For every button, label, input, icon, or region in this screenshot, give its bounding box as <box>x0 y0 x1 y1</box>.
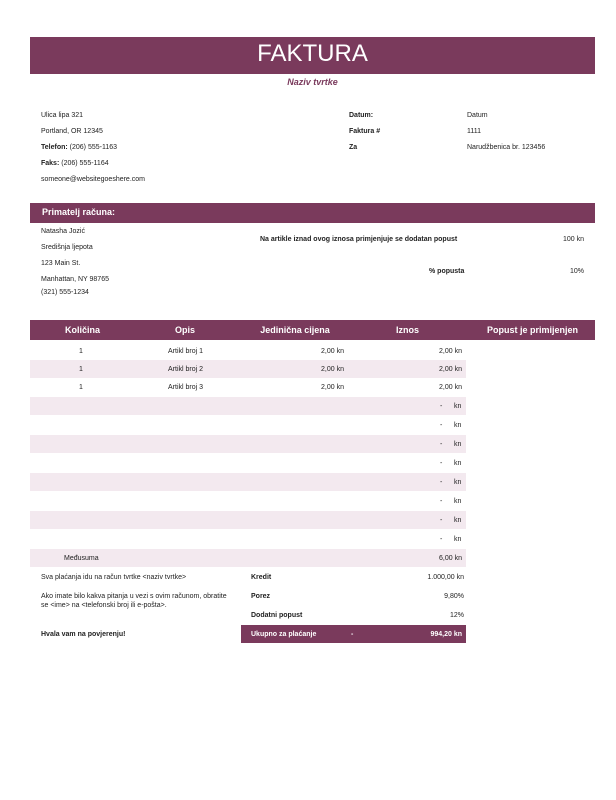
phone-label: Telefon: <box>41 144 68 151</box>
tax-value: 9,80% <box>444 593 464 600</box>
for-label: Za <box>349 144 358 151</box>
row-description: Artikl broj 3 <box>168 384 204 391</box>
sender-phone <box>41 143 117 152</box>
discount-percent-label: % popusta <box>429 268 465 275</box>
col-header-unit-price: Jedinična cijena <box>260 325 330 335</box>
empty-dash: - <box>440 460 443 467</box>
row-qty: 1 <box>79 384 83 391</box>
empty-unit: kn <box>454 460 462 467</box>
row-amount: 2,00 kn <box>439 348 462 355</box>
empty-unit: kn <box>454 479 462 486</box>
row-description: Artikl broj 1 <box>168 348 204 355</box>
company-name: Naziv tvrtke <box>287 77 338 87</box>
title-banner <box>30 37 595 74</box>
total-label: Ukupno za plaćanje <box>251 631 317 638</box>
table-row <box>30 360 466 378</box>
for-value: Narudžbenica br. 123456 <box>467 144 546 151</box>
empty-dash: - <box>440 403 443 410</box>
empty-unit: kn <box>454 536 462 543</box>
discount-percent-value: 10% <box>569 268 584 275</box>
empty-row <box>30 530 466 548</box>
row-unit-price: 2,00 kn <box>321 366 344 373</box>
table-row <box>30 378 466 396</box>
col-header-quantity: Količina <box>64 325 100 335</box>
recipient-phone: (321) 555-1234 <box>41 289 89 296</box>
table-row <box>30 342 466 360</box>
sender-city: Portland, OR 12345 <box>41 128 103 135</box>
empty-unit: kn <box>454 517 462 524</box>
phone-value: (206) 555-1163 <box>69 144 118 151</box>
total-banner <box>241 625 466 643</box>
empty-row <box>30 511 466 529</box>
invoice-title: FAKTURA <box>257 40 368 67</box>
empty-row <box>30 454 466 472</box>
fax-label: Faks: <box>41 160 60 167</box>
discount-threshold-value: 100 kn <box>562 236 584 243</box>
sender-street: Ulica lipa 321 <box>41 112 84 119</box>
empty-row <box>30 416 466 434</box>
row-amount: 2,00 kn <box>439 366 462 373</box>
invoice-number-label: Faktura # <box>349 128 381 135</box>
invoice-number-value: 1111 <box>467 128 482 135</box>
table-header <box>30 320 595 340</box>
total-dash: - <box>351 631 354 638</box>
recipient-company: Središnja ljepota <box>41 244 93 251</box>
recipient-street: 123 Main St. <box>41 260 81 267</box>
empty-dash: - <box>440 536 443 543</box>
empty-row <box>30 435 466 453</box>
empty-row <box>30 473 466 491</box>
subtotal-value: 6,00 kn <box>439 555 462 562</box>
questions-line-2: se <ime> na <telefonski broj ili e-pošta>. <box>41 602 167 609</box>
recipient-section-title: Primatelj računa: <box>42 207 116 217</box>
row-qty: 1 <box>79 366 83 373</box>
empty-dash: - <box>440 498 443 505</box>
thanks-note: Hvala vam na povjerenju! <box>41 631 126 638</box>
row-unit-price: 2,00 kn <box>321 348 344 355</box>
fax-value: (206) 555-1164 <box>61 160 109 167</box>
sender-email: someone@websitegoeshere.com <box>41 176 145 183</box>
date-label: Datum: <box>349 112 374 119</box>
empty-dash: - <box>440 441 443 448</box>
extra-discount-label: Dodatni popust <box>251 612 303 619</box>
col-header-discount-applied: Popust je primijenjen <box>486 325 578 335</box>
empty-row <box>30 492 466 510</box>
empty-unit: kn <box>454 441 462 448</box>
subtotal-row <box>30 549 466 567</box>
row-qty: 1 <box>79 348 83 355</box>
empty-dash: - <box>440 479 443 486</box>
credit-label: Kredit <box>251 574 272 581</box>
total-value: 994,20 kn <box>430 631 462 638</box>
date-value: Datum <box>467 112 488 119</box>
col-header-description: Opis <box>174 325 195 335</box>
questions-line-1: Ako imate bilo kakva pitanja u vezi s ovim računom, obratite <box>41 593 227 600</box>
subtotal-label: Međusuma <box>64 555 99 562</box>
row-amount: 2,00 kn <box>439 384 462 391</box>
discount-threshold-label: Na artikle iznad ovog iznosa primjenjuje se dodatan popust <box>260 236 458 243</box>
tax-label: Porez <box>251 593 271 600</box>
empty-dash: - <box>440 517 443 524</box>
extra-discount-value: 12% <box>449 612 464 619</box>
payment-note: Sva plaćanja idu na račun tvrtke <naziv tvrtke> <box>41 574 187 581</box>
empty-unit: kn <box>454 403 462 410</box>
empty-row <box>30 397 466 415</box>
sender-fax <box>41 159 109 168</box>
row-unit-price: 2,00 kn <box>321 384 344 391</box>
empty-unit: kn <box>454 422 462 429</box>
recipient-banner <box>30 203 595 223</box>
empty-dash: - <box>440 422 443 429</box>
row-description: Artikl broj 2 <box>168 366 204 373</box>
recipient-city: Manhattan, NY 98765 <box>41 276 109 283</box>
credit-value: 1.000,00 kn <box>427 574 464 581</box>
empty-unit: kn <box>454 498 462 505</box>
col-header-amount: Iznos <box>395 325 419 335</box>
recipient-name: Natasha Jozić <box>41 228 85 235</box>
